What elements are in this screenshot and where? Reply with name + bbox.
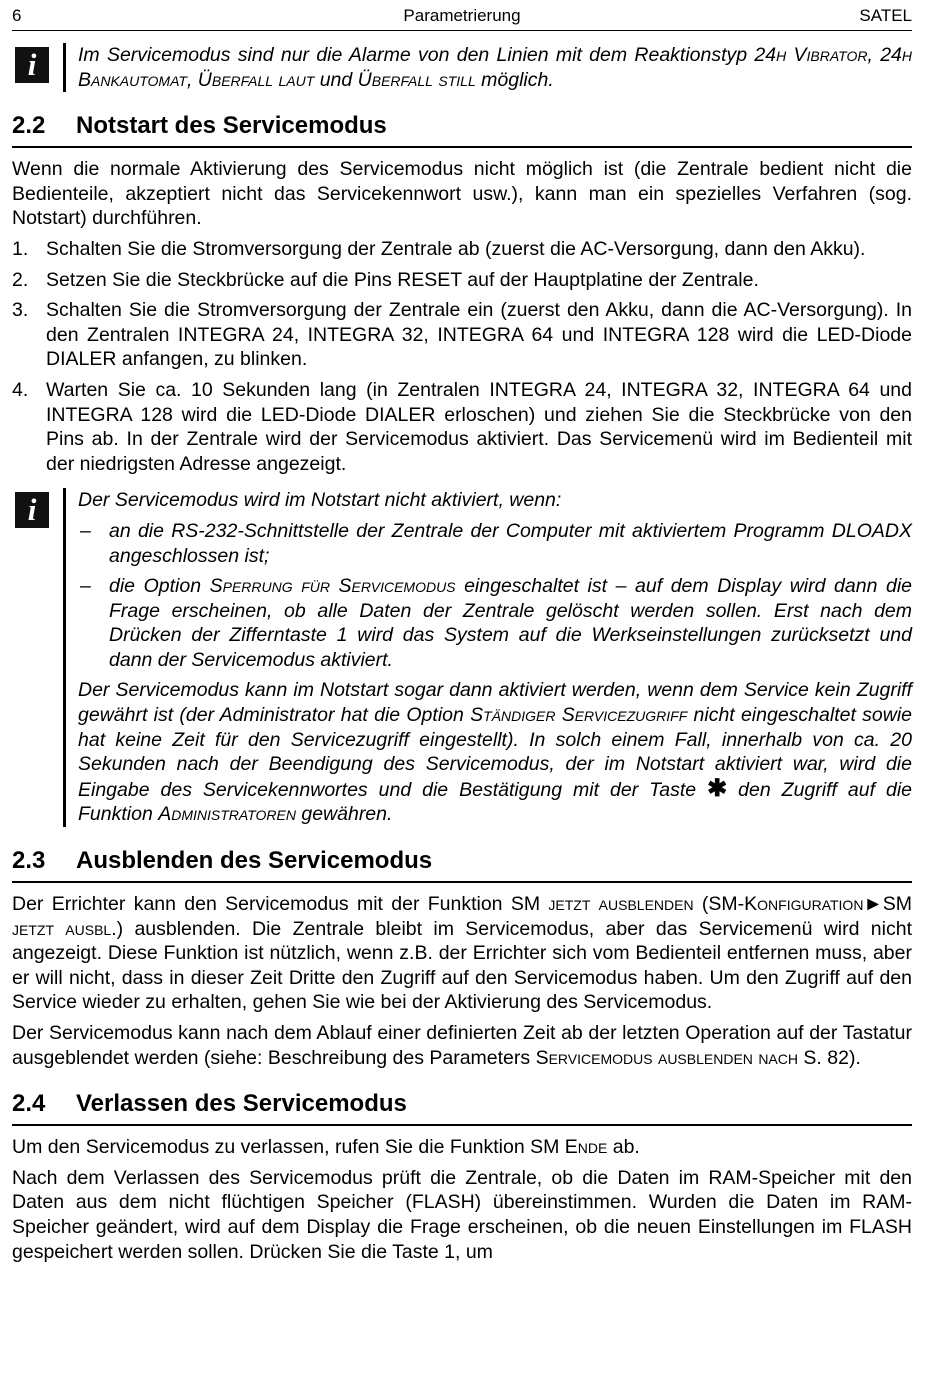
info-icon: i: [15, 492, 49, 528]
step-item: 1. Schalten Sie die Stromversorgung der Zentrale ab (zuerst die AC-Versorgung, dann den Akku).: [12, 237, 866, 260]
list-item: – die Option Sperrung für Servicemodus eingeschaltet ist – auf dem Display wird dann die Frage erscheinen, ob alle Daten der Zentrale gelöscht werden sollen. Erst nach dem Drücken der Zifferntaste 1 wird das System auf die Werkseinstellungen zurücksetzt und dann der Servicemodus aktiviert.: [80, 575, 912, 671]
procedure-steps: [12, 237, 912, 476]
document-page: [12, 0, 912, 1264]
section-title: Ausblenden des Servicemodus: [76, 847, 433, 875]
note-2-list: [78, 519, 912, 673]
note-bar: [63, 43, 66, 92]
note-2-paragraph: Der Servicemodus kann im Notstart sogar dann aktiviert werden, wenn dem Service kein Zugriff gewährt ist (der Administrator hat die Option Ständiger Servicezugriff nicht eingeschaltet sowie hat keine Zeit für den Servicezugriff eingestellt). In solch einem Fall, innerhalb von ca. 20 Sekunden nach der Beendigung des Servicemodus, der im Notstart aktiviert war, wird die Eingabe des Servicekennwortes und die Bestätigung mit der Taste ✱ den Zugriff auf die Funktion Administratoren gewähren.: [78, 679, 912, 826]
section-heading-2-2: [12, 112, 912, 148]
page-number: 6: [12, 6, 22, 25]
note-2-text: [78, 488, 912, 827]
step-item: 2. Setzen Sie die Steckbrücke auf die Pins RESET auf der Hauptplatine der Zentrale.: [12, 268, 759, 291]
list-item: – an die RS-232-Schnittstelle der Zentrale der Computer mit aktiviertem Programm DLOADX angeschlossen ist;: [80, 519, 912, 567]
section-heading-2-3: [12, 847, 912, 883]
note-2-lead: Der Servicemodus wird im Notstart nicht aktiviert, wenn:: [78, 489, 562, 512]
section-2-3-paragraph-1: Der Errichter kann den Servicemodus mit der Funktion SM jetzt ausblenden (SM-Konfiguration►SM jetzt ausbl.) ausblenden. Die Zentrale bleibt im Servicemodus, aber das Servicemenü wird nicht angezeigt. Diese Funktion ist nützlich, wenn z.B. der Errichter sich vom Bedienteil entfernen muss, aber er will nicht, dass in dieser Zeit Dritte den Zugriff auf den Servicemodus haben. Um den Zugriff auf den Service wieder zu erhalten, gehen Sie wie bei der Aktivierung des Servicemodus.: [12, 893, 912, 1014]
header-title: Parametrierung: [403, 6, 521, 25]
section-title: Verlassen des Servicemodus: [76, 1090, 407, 1118]
step-item: 3. Schalten Sie die Stromversorgung der Zentrale ein (zuerst den Akku, dann die AC-Versorgung). In den Zentralen INTEGRA 24, INTEGRA 32, INTEGRA 64 und INTEGRA 128 wird die LED-Diode DIALER anfangen, zu blinken.: [12, 299, 912, 371]
section-2-4-paragraph-1: Um den Servicemodus zu verlassen, rufen Sie die Funktion SM Ende ab.: [12, 1136, 640, 1159]
section-2-3-paragraph-2: Der Servicemodus kann nach dem Ablauf einer definierten Zeit ab der letzten Operation auf der Tastatur ausgeblendet werden (siehe: Beschreibung des Parameters Servicemodus ausblenden nach S. 82).: [12, 1022, 912, 1069]
section-number: 2.4: [12, 1090, 46, 1118]
info-note-2: [12, 488, 912, 827]
header-brand: SATEL: [859, 6, 912, 25]
page-header: [12, 0, 912, 31]
section-title: Notstart des Servicemodus: [76, 112, 387, 140]
note-1-text: Im Servicemodus sind nur die Alarme von den Linien mit dem Reaktionstyp 24h Vibrator, 24h Bankautomat, Überfall laut und Überfall still möglich.: [78, 44, 912, 91]
info-note-1: [12, 43, 912, 92]
info-icon: i: [15, 47, 49, 83]
section-2-4-paragraph-2: Nach dem Verlassen des Servicemodus prüft die Zentrale, ob die Daten im RAM-Speicher mit den Daten aus dem nicht flüchtigen Speicher (FLASH) übereinstimmen. Wurden die Daten im RAM-Speicher geändert, wird auf dem Display die Frage erscheinen, ob die neuen Einstellungen im FLASH gespeichert werden sollen. Drücken Sie die Taste 1, um: [12, 1166, 912, 1263]
asterisk-key-icon: ✱: [707, 774, 728, 802]
note-bar: [63, 488, 66, 827]
section-number: 2.2: [12, 112, 46, 140]
section-heading-2-4: [12, 1090, 912, 1126]
section-number: 2.3: [12, 847, 46, 875]
step-item: 4. Warten Sie ca. 10 Sekunden lang (in Zentralen INTEGRA 24, INTEGRA 32, INTEGRA 64 und INTEGRA 128 wird die LED-Diode DIALER erloschen) und ziehen Sie die Steckbrücke von den Pins ab. In der Zentrale wird der Servicemodus aktiviert. Das Servicemenü wird im Bedienteil mit der niedrigsten Adresse angezeigt.: [12, 378, 912, 475]
section-2-2-intro: Wenn die normale Aktivierung des Servicemodus nicht möglich ist (die Zentrale bedient nicht die Bedienteile, akzeptiert nicht das Servicekennwort usw.), kann man ein spezielles Verfahren (sog. Notstart) durchführen.: [12, 158, 912, 230]
triangle-right-icon: ►: [863, 893, 883, 916]
